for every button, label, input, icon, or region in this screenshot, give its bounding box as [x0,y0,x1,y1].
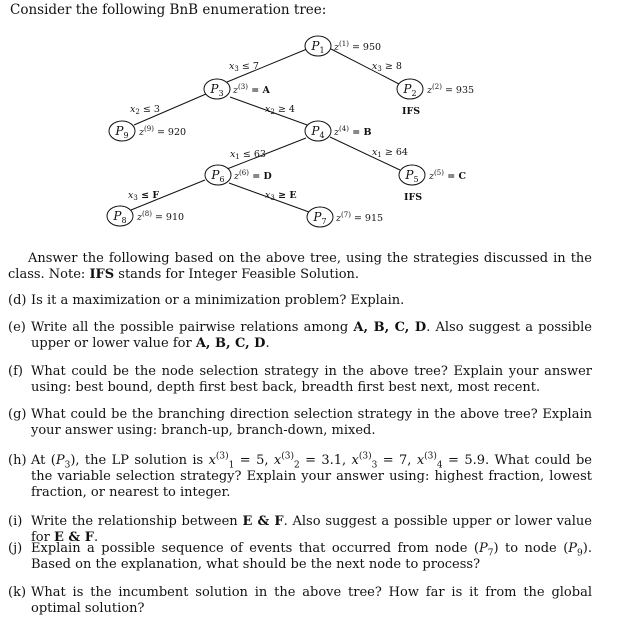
label-x3-ge-8: $x_3 \ge 8$ [372,61,402,73]
question-label: (d) [8,293,27,308]
question-text: Write all the possible pairwise relations among A, B, C, D. Also suggest a possible upper or lower value for A, B, C, D. [31,320,592,351]
question-d [8,293,592,309]
node-p4 [305,121,372,141]
node-p5 [399,165,467,203]
question-label: (e) [8,320,26,335]
svg-text:z(9) = 920: $z^{(9)} = 920$ [139,125,187,138]
node-p6 [205,165,272,185]
question-label: (f) [8,364,23,379]
question-label: (g) [8,407,27,422]
node-p7 [307,207,383,227]
svg-text:z(1) = 950: $z^{(1)} = 950$ [334,40,382,53]
svg-text:P6: $P_6$ [211,168,225,184]
label-x3-ge-E: ≥ E [274,190,297,201]
bnb-tree [0,0,618,250]
question-text: What could be the branching direction selection strategy in the above tree? Explain your answer using: branch-up, branch-down, mixed. [31,407,592,438]
question-text: At $(P_3)$, the LP solution is $x^{(3)}_1 = 5$, $x^{(3)}_2 = 3.1$, $x^{(3)}_3 = 7$, $x^{(3)}_4 = 5.9$. What could be the variable selection strategy? Explain your answer using: highest fraction, lowest fraction, or nearest to integer. [31,451,592,500]
question-g [8,407,592,439]
ifs-tag-p5: IFS [404,192,423,203]
question-j [8,541,592,573]
question-text: Explain a possible sequence of events that occurred from node $(P_7)$ to node $(P_9)$. Based on the explanation, what should be the next node to process? [31,541,592,572]
question-text: What could be the node selection strategy in the above tree? Explain your answer using: best bound, depth first best back, breadth first best next, most recent. [31,364,592,395]
svg-text:P3: $P_3$ [210,82,224,98]
instructions-paragraph: Answer the following based on the above tree, using the strategies discussed in the class. Note: IFS stands for Integer Feasible Solution. [8,251,592,282]
svg-text:P8: $P_8$ [113,209,127,225]
svg-text:z(5) = C: $z^{(5)} = C$ [429,169,467,182]
question-label: (k) [8,585,27,600]
svg-text:P5: $P_5$ [405,168,419,184]
question-text: Is it a maximization or a minimization problem? Explain. [31,293,405,308]
node-p9 [109,121,186,141]
svg-text:z(2) = 935: $z^{(2)} = 935$ [427,83,475,96]
svg-text:z(7) = 915: $z^{(7)} = 915$ [336,211,384,224]
question-text: Write the relationship between E & F. Also suggest a possible upper or lower value for E & F. [31,514,593,545]
question-f [8,364,592,396]
problem-title: Consider the following BnB enumeration tree: [10,2,327,18]
svg-text:z(8) = 910: $z^{(8)} = 910$ [137,210,185,223]
label-x1-ge-64: $x_1 \ge 64$ [372,147,408,159]
question-e [8,320,592,352]
svg-text:P2: $P_2$ [403,82,417,98]
svg-text:P1: $P_1$ [311,39,325,55]
question-label: (j) [8,541,23,556]
question-text: What is the incumbent solution in the above tree? How far is it from the global optimal solution? [31,585,592,616]
svg-text:P7: $P_7$ [313,210,327,226]
svg-text:x3 ≤ F: $x_3 \le F$ [128,190,160,202]
label-x3-le-F: ≤ F [137,190,160,201]
node-p3 [204,79,271,99]
question-label: (h) [8,453,27,468]
svg-text:z(6) = D: $z^{(6)} = D$ [234,169,272,182]
label-x3-le-7: $x_3 \le 7$ [229,61,259,73]
svg-text:z(4) = B: $z^{(4)} = B$ [334,125,372,138]
svg-text:x3 ≥ E: $x_3 \ge E$ [265,190,297,202]
svg-text:z(3) = A: $z^{(3)} = A$ [233,83,270,96]
label-x1-le-63: $x_1 \le 63$ [230,149,266,161]
question-label: (i) [8,514,23,529]
node-p2 [397,79,474,117]
label-x2-ge-4: $x_2 \ge 4$ [265,104,295,116]
svg-text:P4: $P_4$ [311,124,325,140]
label-x2-le-3: $x_2 \le 3$ [130,104,160,116]
svg-text:P9: $P_9$ [115,124,129,140]
question-h [8,453,592,501]
node-p1 [305,36,381,56]
ifs-tag-p2: IFS [402,106,421,117]
node-p8 [107,206,184,226]
question-k [8,585,592,617]
